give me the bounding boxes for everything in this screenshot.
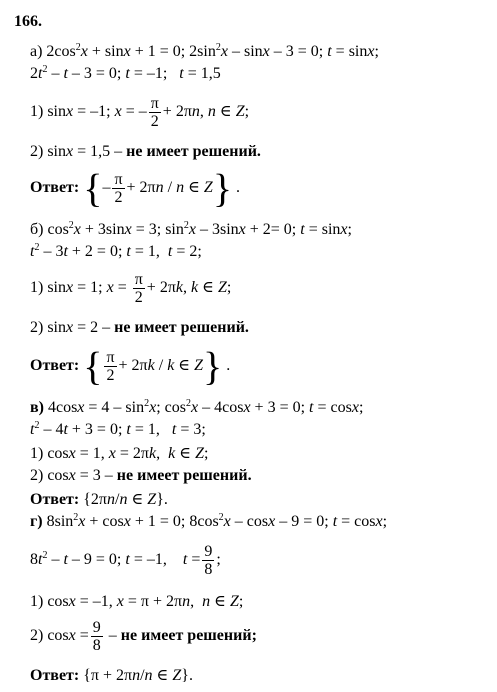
part-b-line2: $t^2 - 3t + 2 = 0$; t = 1, t = 2; [30,242,202,260]
part-b-case1: 1) sinx = 1; x = $\frac{\pi}{2}$ + 2πk, k ∈ Z; [30,270,232,306]
part-d-case1: 1) cosx = –1, x = π + 2πn, n ∈ Z; [30,593,244,610]
part-a-case2: 2) sinx = 1,5 – не имеет решений. [30,143,261,160]
part-c-line2: $t^2 - 4t + 3 = 0$; t = 1, t = 3; [30,420,206,438]
part-c-case2: 2) cosx = 3 – не имеет решений. [30,467,252,484]
part-b-case2: 2) sinx = 2 – не имеет решений. [30,319,249,336]
part-c-line1: в) $4\cos x = 4 - \sin^2x$; $\cos^2x - 4\cos x + 3 = 0$; t = cosx; [30,398,364,416]
part-d-case2: 2) cosx = $\frac{9}{8}$ – не имеет решений; [30,618,257,654]
part-c-answer: Ответ: {2πn/n ∈ Z}. [30,491,168,508]
part-d-line1: г) $8\sin^2x + \cos x + 1 = 0$; $8\cos^2x - \cos x - 9 = 0$; t = cosx; [30,512,388,530]
problem-number: 166. [14,13,42,30]
part-a-line2: $2t^2 - t - 3 = 0$; t = –1; t = 1,5 [30,64,221,82]
part-b-answer: Ответ: { $\frac{\pi}{2}$ + 2πk / k ∈ Z} . [30,343,231,389]
part-a-answer: Ответ: {– $\frac{\pi}{2}$ + 2πn / n ∈ Z} . [30,165,241,211]
part-a-line1: а) $2\cos^2x + \sin x + 1 = 0$; $2\sin^2x - \sin x - 3 = 0$; t = sinx; [30,42,379,60]
part-c-case1: 1) cosx = 1, x = 2πk, k ∈ Z; [30,445,209,462]
part-d-answer: Ответ: {π + 2πn/n ∈ Z}. [30,667,193,684]
part-a-case1: 1) sinx = –1; x = – $\frac{\pi}{2}$ + 2πn, n ∈ Z; [30,94,250,130]
part-b-line1: б) $\cos^2x + 3\sin x = 3$; $\sin^2x - 3\sin x + 2= 0$; t = sinx; [30,220,352,238]
part-d-line2: $8t^2 - t - 9 = 0$; t = –1, t = $\frac{9}{8}$ ; [30,542,221,578]
